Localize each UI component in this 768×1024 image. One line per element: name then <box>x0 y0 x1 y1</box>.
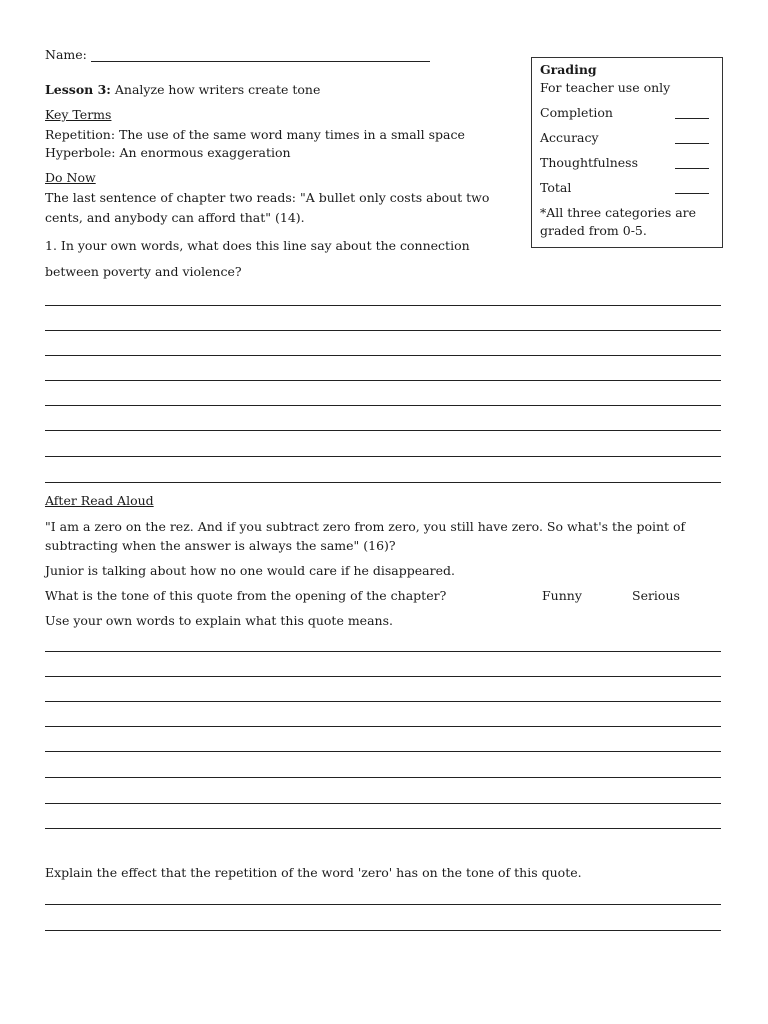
do-now-quote-line-1: The last sentence of chapter two reads: "A bullet only costs about two <box>45 190 490 205</box>
grading-note-line-2: graded from 0-5. <box>540 223 647 238</box>
after-read-aloud-heading: After Read Aloud <box>45 493 154 508</box>
ara-quote-line-2: subtracting when the answer is always the same" (16)? <box>45 538 396 553</box>
question-1-line-2: between poverty and violence? <box>45 264 242 279</box>
answer-line[interactable] <box>45 777 721 778</box>
grading-row-completion: Completion <box>540 105 613 120</box>
key-terms-heading: Key Terms <box>45 107 112 122</box>
effect-question: Explain the effect that the repetition of the word 'zero' has on the tone of this quote. <box>45 865 582 880</box>
accuracy-score-blank[interactable] <box>675 143 709 144</box>
answer-line[interactable] <box>45 751 721 752</box>
term-repetition: Repetition: The use of the same word many times in a small space <box>45 127 465 142</box>
answer-line[interactable] <box>45 726 721 727</box>
grading-row-thoughtfulness: Thoughtfulness <box>540 155 638 170</box>
name-label: Name: <box>45 47 87 62</box>
name-field[interactable] <box>91 61 430 62</box>
lesson-title <box>45 82 320 97</box>
answer-line[interactable] <box>45 701 721 702</box>
grading-row-accuracy: Accuracy <box>540 130 599 145</box>
answer-line[interactable] <box>45 930 721 931</box>
grading-title: Grading <box>540 62 597 77</box>
answer-line[interactable] <box>45 305 721 306</box>
answer-line[interactable] <box>45 330 721 331</box>
ara-quote-line-1: "I am a zero on the rez. And if you subtract zero from zero, you still have zero. So what's the point of <box>45 519 686 534</box>
question-1-line-1: 1. In your own words, what does this line say about the connection <box>45 238 470 253</box>
do-now-heading: Do Now <box>45 170 96 185</box>
grading-note-line-1: *All three categories are <box>540 205 697 220</box>
tone-option-serious[interactable]: Serious <box>632 588 680 603</box>
tone-option-funny[interactable]: Funny <box>542 588 582 603</box>
answer-line[interactable] <box>45 651 721 652</box>
total-score-blank[interactable] <box>675 193 709 194</box>
grading-row-total: Total <box>540 180 572 195</box>
completion-score-blank[interactable] <box>675 118 709 119</box>
do-now-quote-line-2: cents, and anybody can afford that" (14). <box>45 210 305 225</box>
grading-subtitle: For teacher use only <box>540 80 671 95</box>
thoughtfulness-score-blank[interactable] <box>675 168 709 169</box>
answer-line[interactable] <box>45 405 721 406</box>
answer-line[interactable] <box>45 355 721 356</box>
answer-line[interactable] <box>45 904 721 905</box>
lesson-description: Analyze how writers create tone <box>114 82 321 97</box>
answer-line[interactable] <box>45 380 721 381</box>
tone-question: What is the tone of this quote from the opening of the chapter? <box>45 588 447 603</box>
lesson-number: Lesson 3: <box>45 82 111 97</box>
ara-context: Junior is talking about how no one would care if he disappeared. <box>45 563 455 578</box>
answer-line[interactable] <box>45 456 721 457</box>
answer-line[interactable] <box>45 430 721 431</box>
explain-prompt: Use your own words to explain what this quote means. <box>45 613 393 628</box>
answer-line[interactable] <box>45 676 721 677</box>
term-hyperbole: Hyperbole: An enormous exaggeration <box>45 145 291 160</box>
answer-line[interactable] <box>45 482 721 483</box>
answer-line[interactable] <box>45 828 721 829</box>
answer-line[interactable] <box>45 803 721 804</box>
